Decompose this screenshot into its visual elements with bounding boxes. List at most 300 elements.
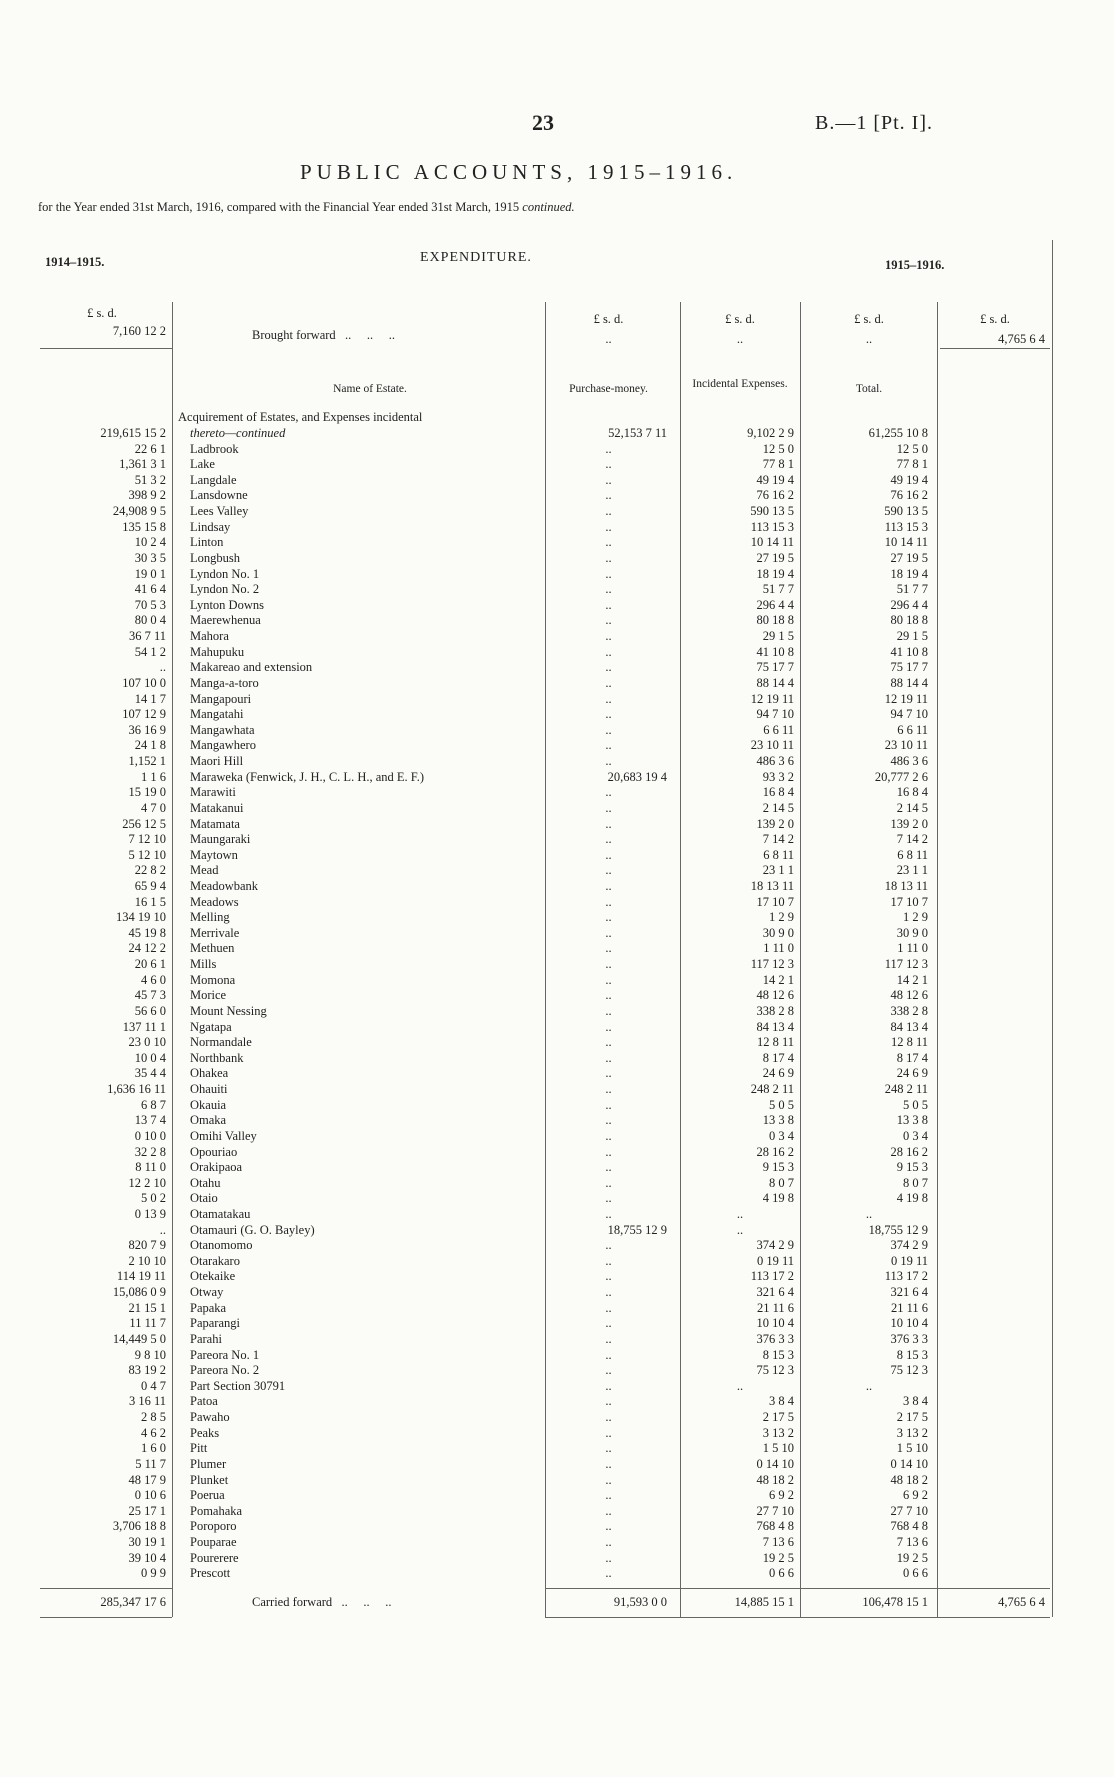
row-incidental-expenses: 14 2 1 [762,973,794,987]
row-prev-value: 20 6 1 [134,957,166,971]
row-purchase-money: .. [605,1176,612,1190]
column-heading-name: Name of Estate. [333,383,407,395]
row-estate-name: Orakipaoa [190,1160,243,1174]
row-total: 23 10 11 [884,738,928,752]
row-estate-name: Peaks [190,1426,220,1440]
row-prev-value: 5 0 2 [141,1191,166,1205]
row-incidental-expenses: 23 10 11 [750,738,794,752]
currency-header: £ s. d. [593,312,624,326]
row-estate-name: Maungaraki [190,832,251,846]
row-estate-name: Maori Hill [190,754,244,768]
row-incidental-expenses: 24 6 9 [762,1066,794,1080]
row-estate-name: Otanomomo [190,1238,253,1252]
row-purchase-money: .. [605,848,612,862]
row-incidental-expenses: 49 19 4 [756,473,794,487]
row-prev-value: 1 6 0 [141,1441,166,1455]
row-prev-value: 5 12 10 [128,848,166,862]
currency-header: £ s. d. [980,312,1010,326]
row-incidental-expenses: 113 15 3 [750,520,794,534]
row-incidental-expenses: 0 14 10 [756,1457,794,1471]
row-total: 51 7 7 [896,582,928,596]
row-total: 49 19 4 [890,473,928,487]
row-prev-value: 107 12 9 [122,707,166,721]
row-estate-name: Poerua [190,1488,225,1502]
row-total: 94 7 10 [890,707,928,721]
rule [40,348,172,349]
row-prev-value: 36 16 9 [128,723,166,737]
row-total: 0 3 4 [903,1129,928,1143]
row-total: 27 7 10 [890,1504,928,1518]
row-incidental-expenses: 48 18 2 [756,1473,794,1487]
row-prev-value: 4 6 0 [141,973,166,987]
row-prev-value: 45 19 8 [128,926,166,940]
row-estate-name: Mangawhero [190,738,256,752]
row-estate-name: Langdale [190,473,237,487]
row-estate-name: Manga-a-toro [190,676,259,690]
subtitle-text: for the Year ended 31st March, 1916, compared with the Financial Year ended 31st March, 1915 [38,200,520,214]
row-incidental-expenses: 75 12 3 [756,1363,794,1377]
row-total: 5 0 5 [903,1098,928,1112]
row-estate-name: Lake [190,457,215,471]
row-prev-value: 24 1 8 [134,738,166,752]
row-prev-value: .. [159,660,166,674]
row-total: 75 17 7 [890,660,928,674]
row-purchase-money: .. [605,1035,612,1049]
row-purchase-money: .. [605,1535,612,1549]
row-prev-value: 32 2 8 [134,1145,166,1159]
row-estate-name: Matamata [190,817,240,831]
row-total: 768 4 8 [890,1519,928,1533]
row-incidental-expenses: 296 4 4 [756,598,794,612]
row-purchase-money: .. [605,1316,612,1330]
brought-forward-incidental: .. [736,332,744,346]
row-total: 16 8 4 [896,785,928,799]
row-prev-value: 65 9 4 [134,879,166,893]
row-estate-name: Lyndon No. 2 [190,582,260,596]
row-incidental-expenses: 16 8 4 [762,785,794,799]
row-incidental-expenses: 8 0 7 [769,1176,794,1190]
row-purchase-money: .. [605,1020,612,1034]
row-incidental-expenses: 2 17 5 [762,1410,794,1424]
row-incidental-expenses: 1 5 10 [762,1441,794,1455]
row-estate-name: Otarakaro [190,1254,240,1268]
row-total: 48 18 2 [890,1473,928,1487]
row-prev-value: 54 1 2 [134,645,166,659]
row-incidental-expenses: 4 19 8 [762,1191,794,1205]
section-heading: EXPENDITURE. [420,250,532,265]
row-incidental-expenses: 12 19 11 [750,692,794,706]
row-incidental-expenses: 321 6 4 [756,1285,794,1299]
row-purchase-money: .. [605,645,612,659]
row-total: 20,777 2 6 [874,770,928,784]
row-total: 76 16 2 [890,488,928,502]
row-incidental-expenses: 6 9 2 [769,1488,794,1502]
row-purchase-money: .. [605,660,612,674]
row-estate-name: Otaio [190,1191,218,1205]
row-prev-value: 56 6 0 [134,1004,166,1018]
row-purchase-money: .. [605,941,612,955]
row-purchase-money: .. [605,1113,612,1127]
column-heading-incidental: Incidental Expenses. [692,378,788,390]
row-purchase-money: .. [605,1285,612,1299]
row-estate-name: Mahora [190,629,229,643]
row-estate-name: Part Section 30791 [190,1379,286,1393]
row-prev-value: 30 3 5 [134,551,166,565]
row-prev-value: 8 11 0 [135,1160,166,1174]
column-rule [172,302,173,1617]
row-total: 376 3 3 [890,1332,928,1346]
row-purchase-money: .. [605,1066,612,1080]
row-incidental-expenses: 30 9 0 [762,926,794,940]
row-incidental-expenses: 6 8 11 [763,848,794,862]
row-total: 10 10 4 [890,1316,928,1330]
row-total: 80 18 8 [890,613,928,627]
row-purchase-money: .. [605,1426,612,1440]
row-prev-value: 7 12 10 [128,832,166,846]
row-total: .. [865,1379,873,1393]
row-estate-name: Longbush [190,551,240,565]
row-prev-value: 107 10 0 [122,676,166,690]
row-purchase-money: .. [605,1488,612,1502]
row-total: 61,255 10 8 [868,426,928,440]
row-incidental-expenses: 8 15 3 [762,1348,794,1362]
row-incidental-expenses: 1 11 0 [763,941,794,955]
row-purchase-money: .. [605,535,612,549]
row-prev-value: 9 8 10 [134,1348,166,1362]
row-total: 88 14 4 [890,676,928,690]
row-prev-value: 0 9 9 [141,1566,166,1580]
row-prev-value: 6 8 7 [141,1098,166,1112]
row-incidental-expenses: 117 12 3 [750,957,794,971]
row-prev-value: 35 4 4 [134,1066,166,1080]
year-left-label: 1914–1915. [45,255,105,269]
row-purchase-money: .. [605,629,612,643]
row-purchase-money: .. [605,1519,612,1533]
row-purchase-money: .. [605,613,612,627]
row-total: 1 11 0 [897,941,928,955]
row-total: 0 6 6 [903,1566,928,1580]
row-total: 29 1 5 [896,629,928,643]
row-purchase-money: .. [605,504,612,518]
row-estate-name: Meadowbank [190,879,259,893]
row-estate-name: Ohauiti [190,1082,228,1096]
row-purchase-money: .. [605,895,612,909]
row-total: 30 9 0 [896,926,928,940]
row-purchase-money: .. [605,723,612,737]
row-estate-name: Okauia [190,1098,227,1112]
row-purchase-money: .. [605,1004,612,1018]
row-prev-value: 1,361 3 1 [119,457,166,471]
row-total: 27 19 5 [890,551,928,565]
row-incidental-expenses: 80 18 8 [756,613,794,627]
row-total: 7 14 2 [896,832,928,846]
row-estate-name: Momona [190,973,236,987]
row-purchase-money: .. [605,1473,612,1487]
row-estate-name: Linton [190,535,224,549]
row-incidental-expenses: 590 13 5 [750,504,794,518]
row-estate-name: Paparangi [190,1316,240,1330]
carried-forward-right: 4,765 6 4 [998,1595,1045,1609]
column-heading-total: Total. [855,383,883,395]
row-prev-value: 5 11 7 [135,1457,166,1471]
row-estate-name: Pawaho [190,1410,230,1424]
row-purchase-money: .. [605,1566,612,1580]
row-prev-value: 3 16 11 [128,1394,166,1408]
row-incidental-expenses: .. [736,1207,744,1221]
row-prev-value: 114 19 11 [116,1269,166,1283]
rule [40,1617,172,1618]
row-total: 18 13 11 [884,879,928,893]
row-estate-name: Mills [190,957,217,971]
row-incidental-expenses: 113 17 2 [750,1269,794,1283]
row-prev-value: 1,636 16 11 [107,1082,166,1096]
row-total: 0 19 11 [890,1254,928,1268]
row-prev-value: 4 7 0 [141,801,166,815]
row-purchase-money: .. [605,1394,612,1408]
row-incidental-expenses: 48 12 6 [756,988,794,1002]
row-incidental-expenses: .. [736,1379,744,1393]
row-prev-value: 24,908 9 5 [112,504,166,518]
row-purchase-money: .. [605,1441,612,1455]
row-estate-name: thereto—continued [190,426,286,440]
row-prev-value: 83 19 2 [128,1363,166,1377]
row-incidental-expenses: 93 3 2 [762,770,794,784]
row-prev-value: 10 0 4 [134,1051,166,1065]
row-incidental-expenses: 0 3 4 [769,1129,794,1143]
row-total: 486 3 6 [890,754,928,768]
currency-header: £ s. d. [854,312,884,326]
row-incidental-expenses: 248 2 11 [750,1082,794,1096]
row-total: 17 10 7 [890,895,928,909]
row-purchase-money: .. [605,863,612,877]
row-total: 113 15 3 [884,520,928,534]
row-purchase-money: .. [605,1332,612,1346]
row-prev-value: 256 12 5 [122,817,166,831]
row-prev-value: 22 6 1 [134,442,166,456]
row-estate-name: Pouparae [190,1535,237,1549]
row-estate-name: Plumer [190,1457,227,1471]
row-purchase-money: .. [605,1457,612,1471]
row-prev-value: 15,086 0 9 [112,1285,166,1299]
row-estate-name: Lees Valley [190,504,249,518]
row-total: 0 14 10 [890,1457,928,1471]
row-estate-name: Marawiti [190,785,236,799]
column-rule [937,302,938,1617]
carried-forward-total: 106,478 15 1 [862,1595,928,1609]
group-heading: Acquirement of Estates, and Expenses incidental [178,410,423,424]
row-purchase-money: .. [605,488,612,502]
row-total: 3 8 4 [903,1394,928,1408]
row-purchase-money: .. [605,1348,612,1362]
row-purchase-money: .. [605,1238,612,1252]
row-total: 113 17 2 [884,1269,928,1283]
row-total: 48 12 6 [890,988,928,1002]
row-purchase-money: .. [605,1207,612,1221]
row-estate-name: Meadows [190,895,239,909]
row-incidental-expenses: 76 16 2 [756,488,794,502]
row-incidental-expenses: 94 7 10 [756,707,794,721]
row-total: 6 8 11 [897,848,928,862]
row-estate-name: Maerewhenua [190,613,261,627]
row-total: 18 19 4 [890,567,928,581]
row-prev-value: 39 10 4 [128,1551,166,1565]
row-incidental-expenses: 0 6 6 [769,1566,794,1580]
row-purchase-money: .. [605,973,612,987]
row-purchase-money: .. [605,676,612,690]
row-incidental-expenses: 12 5 0 [762,442,794,456]
row-total: 374 2 9 [890,1238,928,1252]
row-prev-value: 41 6 4 [134,582,166,596]
row-purchase-money: .. [605,1363,612,1377]
year-right-label: 1915–1916. [885,258,945,272]
row-prev-value: 4 6 2 [141,1426,166,1440]
row-incidental-expenses: 17 10 7 [756,895,794,909]
row-total: 296 4 4 [890,598,928,612]
row-purchase-money: 52,153 7 11 [608,426,667,440]
row-estate-name: Morice [190,988,227,1002]
row-purchase-money: .. [605,1504,612,1518]
row-total: 3 13 2 [896,1426,928,1440]
row-estate-name: Mangatahi [190,707,244,721]
row-total: 2 14 5 [896,801,928,815]
row-total: 24 6 9 [896,1066,928,1080]
carried-forward-incidental: 14,885 15 1 [734,1595,794,1609]
row-prev-value: 820 7 9 [128,1238,166,1252]
column-rule [545,302,546,1617]
row-estate-name: Pourerere [190,1551,239,1565]
row-total: 21 11 6 [890,1301,928,1315]
row-total: 77 8 1 [896,457,928,471]
row-prev-value: 12 2 10 [128,1176,166,1190]
row-total: 8 0 7 [903,1176,928,1190]
row-incidental-expenses: 6 6 11 [763,723,794,737]
row-incidental-expenses: 27 19 5 [756,551,794,565]
page-title: PUBLIC ACCOUNTS, 1915–1916. [300,160,738,184]
row-estate-name: Otahu [190,1176,221,1190]
row-estate-name: Mahupuku [190,645,245,659]
row-purchase-money: .. [605,1051,612,1065]
row-prev-value: 36 7 11 [128,629,166,643]
row-incidental-expenses: 23 1 1 [762,863,794,877]
row-purchase-money: 18,755 12 9 [607,1223,667,1237]
row-purchase-money: .. [605,879,612,893]
row-purchase-money: .. [605,707,612,721]
row-incidental-expenses: 29 1 5 [762,629,794,643]
row-estate-name: Lynton Downs [190,598,264,612]
row-incidental-expenses: 12 8 11 [756,1035,794,1049]
row-purchase-money: .. [605,692,612,706]
row-total: 12 19 11 [884,692,928,706]
carried-forward-prev: 285,347 17 6 [100,1595,166,1609]
row-total: 18,755 12 9 [868,1223,928,1237]
row-prev-value: 11 11 7 [129,1316,166,1330]
row-purchase-money: .. [605,754,612,768]
rule [545,1588,1050,1589]
row-estate-name: Mead [190,863,219,877]
row-estate-name: Pitt [190,1441,208,1455]
row-estate-name: Papaka [190,1301,227,1315]
row-total: 12 5 0 [896,442,928,456]
row-incidental-expenses: 768 4 8 [756,1519,794,1533]
subtitle-suffix: continued. [522,200,575,214]
column-rule [1052,240,1053,1617]
row-incidental-expenses: 18 19 4 [756,567,794,581]
row-prev-value: 2 8 5 [141,1410,166,1424]
row-total: 19 2 5 [896,1551,928,1565]
row-incidental-expenses: 9 15 3 [762,1160,794,1174]
row-prev-value: 135 15 8 [122,520,166,534]
row-estate-name: Pareora No. 1 [190,1348,260,1362]
row-purchase-money: .. [605,957,612,971]
row-total: 41 10 8 [890,645,928,659]
row-incidental-expenses: .. [736,1223,744,1237]
row-incidental-expenses: 376 3 3 [756,1332,794,1346]
row-purchase-money: .. [605,1129,612,1143]
row-prev-value: 80 0 4 [134,613,166,627]
row-total: 117 12 3 [884,957,928,971]
row-estate-name: Ladbrook [190,442,239,456]
row-total: 9 15 3 [896,1160,928,1174]
row-prev-value: 14 1 7 [134,692,166,706]
brought-forward-prev: 7,160 12 2 [112,324,166,338]
row-incidental-expenses: 10 14 11 [750,535,794,549]
row-incidental-expenses: 28 16 2 [756,1145,794,1159]
row-prev-value: 3,706 18 8 [112,1519,166,1533]
rule [40,1588,172,1589]
row-total: 8 17 4 [896,1051,928,1065]
row-total: 12 8 11 [890,1035,928,1049]
brought-forward-label: Brought forward .. .. .. [252,328,396,342]
row-purchase-money: .. [605,473,612,487]
page-number: 23 [532,110,554,135]
row-estate-name: Pomahaka [190,1504,243,1518]
row-prev-value: 134 19 10 [116,910,166,924]
row-total: 338 2 8 [890,1004,928,1018]
row-estate-name: Otamatakau [190,1207,251,1221]
row-incidental-expenses: 9,102 2 9 [747,426,794,440]
row-estate-name: Ngatapa [190,1020,232,1034]
row-incidental-expenses: 51 7 7 [762,582,794,596]
row-estate-name: Opouriao [190,1145,238,1159]
brought-forward-right: 4,765 6 4 [998,332,1045,346]
carried-forward-label: Carried forward .. .. .. [252,1595,392,1609]
row-estate-name: Plunket [190,1473,229,1487]
row-prev-value: 45 7 3 [134,988,166,1002]
row-purchase-money: .. [605,1301,612,1315]
row-estate-name: Lansdowne [190,488,248,502]
row-prev-value: 0 13 9 [134,1207,166,1221]
row-estate-name: Ohakea [190,1066,229,1080]
row-incidental-expenses: 486 3 6 [756,754,794,768]
row-total: 248 2 11 [884,1082,928,1096]
row-purchase-money: .. [605,1098,612,1112]
row-estate-name: Lindsay [190,520,231,534]
row-purchase-money: .. [605,442,612,456]
row-estate-name: Maytown [190,848,238,862]
row-total: 590 13 5 [884,504,928,518]
row-purchase-money: .. [605,1145,612,1159]
row-purchase-money: .. [605,926,612,940]
row-estate-name: Parahi [190,1332,222,1346]
row-incidental-expenses: 18 13 11 [750,879,794,893]
row-prev-value: 21 15 1 [128,1301,166,1315]
row-estate-name: Otamauri (G. O. Bayley) [190,1223,315,1237]
document-reference: B.—1 [Pt. I]. [815,112,933,134]
row-prev-value: 15 19 0 [128,785,166,799]
row-estate-name: Matakanui [190,801,244,815]
row-total: 1 2 9 [903,910,928,924]
row-purchase-money: .. [605,1254,612,1268]
